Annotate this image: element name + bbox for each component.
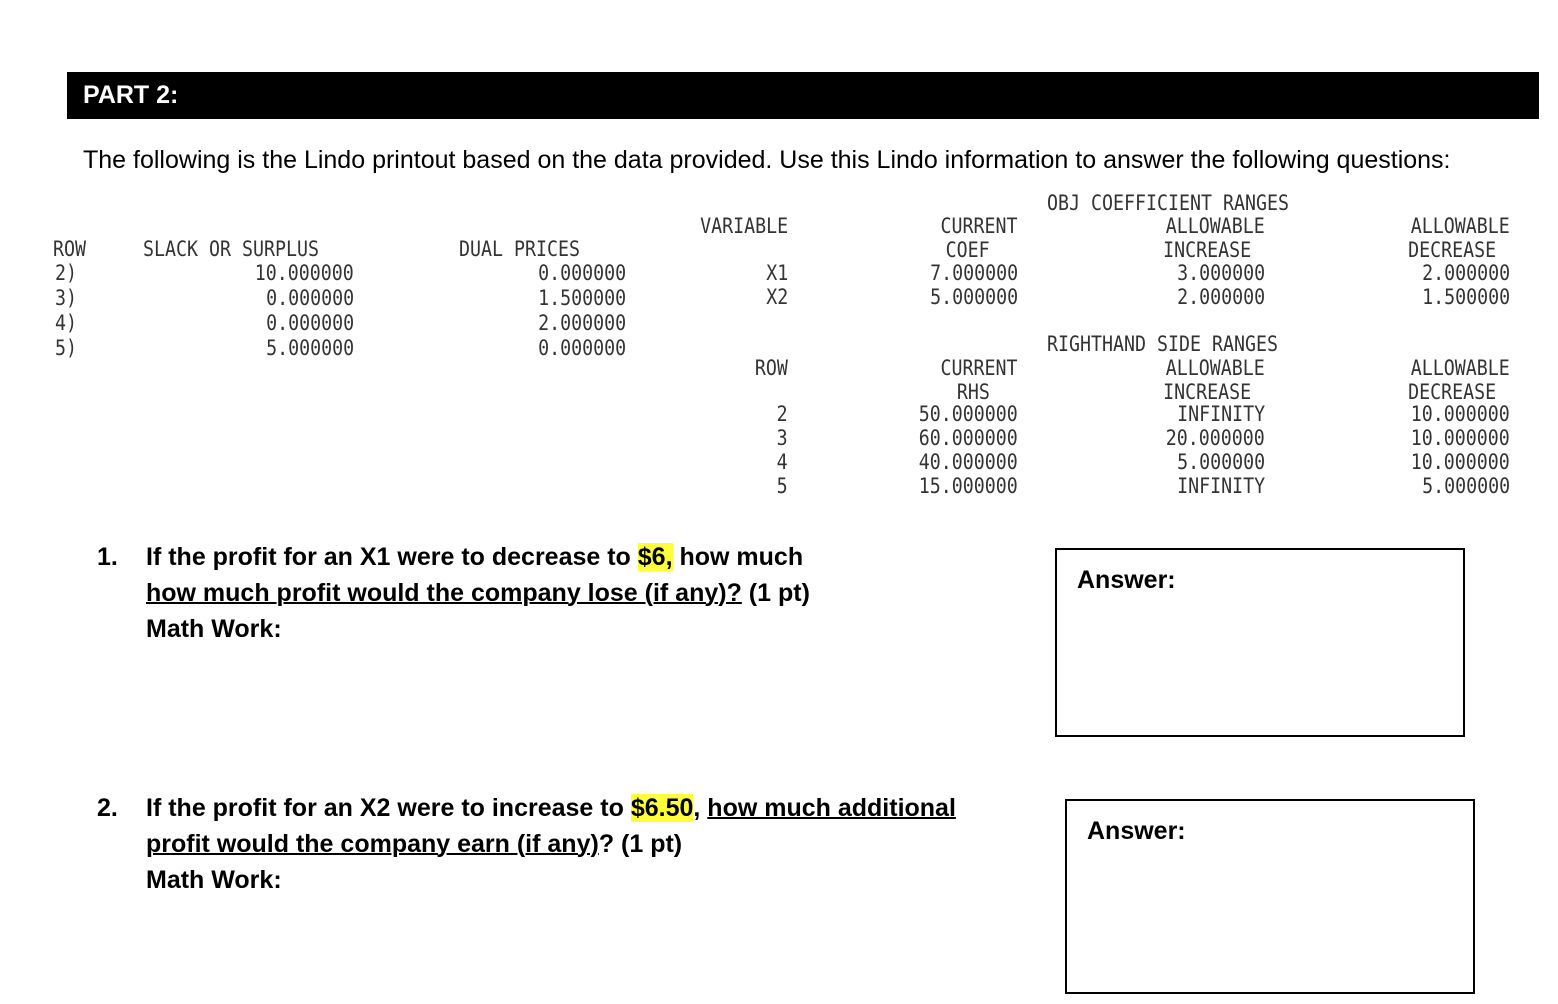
question-2 <box>97 790 1047 900</box>
math-work-label: Math Work: <box>146 615 282 643</box>
table-cell: 2) <box>55 261 78 285</box>
table-cell: 0.000000 <box>537 261 626 285</box>
question-text: If the profit for an X2 were to increase to <box>146 794 631 822</box>
rhs-header-increase: INCREASE <box>1162 380 1251 404</box>
table-cell: 0.000000 <box>537 336 626 360</box>
question-line-1 <box>146 539 803 575</box>
table-cell: X2 <box>765 285 788 309</box>
table-cell: 3 <box>776 426 788 450</box>
table-cell: 2.000000 <box>537 311 626 335</box>
slack-header-slack: SLACK OR SURPLUS <box>143 237 319 261</box>
question-line-2 <box>146 826 682 862</box>
question-text: If the profit for an X1 were to decrease to <box>146 543 638 571</box>
question-1 <box>97 539 997 649</box>
rhs-header-rhs: RHS <box>956 380 990 404</box>
highlighted-value: $6.50 <box>630 794 694 822</box>
table-cell: 5) <box>55 336 78 360</box>
intro-text: The following is the Lindo printout based on the data provided. Use this Lindo information to answer the following questions: <box>83 146 1451 174</box>
obj-ranges-title: OBJ COEFFICIENT RANGES <box>1047 191 1289 215</box>
highlighted-value: $6, <box>637 543 673 571</box>
table-cell: 60.000000 <box>918 426 1018 450</box>
table-cell: 0.000000 <box>265 286 354 310</box>
table-cell: 5.000000 <box>929 285 1018 309</box>
rhs-ranges-title: RIGHTHAND SIDE RANGES <box>1047 332 1278 356</box>
question-number: 2. <box>97 794 118 822</box>
slack-header-dual: DUAL PRICES <box>459 237 580 261</box>
table-cell: X1 <box>765 261 788 285</box>
table-cell: INFINITY <box>1176 402 1265 426</box>
rhs-header-row: ROW <box>754 356 788 380</box>
question-points: ? (1 pt) <box>598 830 683 858</box>
question-text: how much <box>672 543 804 571</box>
table-cell: 1.500000 <box>1421 285 1510 309</box>
table-cell: 20.000000 <box>1165 426 1265 450</box>
table-cell: 10.000000 <box>1410 450 1510 474</box>
obj-header-allowable-inc: ALLOWABLE <box>1165 214 1265 238</box>
table-cell: 10.000000 <box>1410 426 1510 450</box>
table-cell: 4 <box>776 450 788 474</box>
table-cell: 2 <box>776 402 788 426</box>
table-cell: 5.000000 <box>265 336 354 360</box>
underlined-text: profit would the company earn (if any) <box>146 830 599 858</box>
question-text: , <box>693 794 708 822</box>
obj-header-allowable-dec: ALLOWABLE <box>1410 214 1510 238</box>
obj-header-coef: COEF <box>945 238 990 262</box>
question-line-1 <box>146 790 956 826</box>
question-points: (1 pt) <box>741 579 810 607</box>
table-cell: 2.000000 <box>1421 261 1510 285</box>
table-cell: 4) <box>55 311 78 335</box>
obj-header-increase: INCREASE <box>1162 238 1251 262</box>
table-cell: 40.000000 <box>918 450 1018 474</box>
table-cell: 5.000000 <box>1176 450 1265 474</box>
table-cell: 5.000000 <box>1421 474 1510 498</box>
rhs-header-current: CURRENT <box>940 356 1018 380</box>
table-cell: 50.000000 <box>918 402 1018 426</box>
rhs-header-allowable-dec: ALLOWABLE <box>1410 356 1510 380</box>
table-cell: 10.000000 <box>254 261 354 285</box>
table-cell: 2.000000 <box>1176 285 1265 309</box>
rhs-header-allowable-inc: ALLOWABLE <box>1165 356 1265 380</box>
rhs-header-decrease: DECREASE <box>1407 380 1496 404</box>
table-cell: 10.000000 <box>1410 402 1510 426</box>
answer-box-2[interactable] <box>1065 799 1475 994</box>
table-cell: INFINITY <box>1176 474 1265 498</box>
answer-label: Answer: <box>1087 817 1186 845</box>
math-work-label: Math Work: <box>146 866 282 894</box>
answer-box-1[interactable] <box>1055 548 1465 737</box>
obj-header-decrease: DECREASE <box>1407 238 1496 262</box>
slack-header-row: ROW <box>53 237 87 261</box>
table-cell: 7.000000 <box>929 261 1018 285</box>
table-cell: 3.000000 <box>1176 261 1265 285</box>
part-title: PART 2: <box>83 81 179 109</box>
part-header-bar <box>67 72 1539 119</box>
table-cell: 15.000000 <box>918 474 1018 498</box>
table-cell: 0.000000 <box>265 311 354 335</box>
answer-label: Answer: <box>1077 566 1176 594</box>
underlined-text: how much profit would the company lose (if any)? <box>146 579 742 607</box>
obj-header-current: CURRENT <box>940 214 1018 238</box>
question-line-2 <box>146 575 810 611</box>
table-cell: 5 <box>776 474 788 498</box>
table-cell: 1.500000 <box>537 286 626 310</box>
question-number: 1. <box>97 543 118 571</box>
table-cell: 3) <box>55 286 78 310</box>
underlined-text: how much additional <box>707 794 956 822</box>
obj-header-variable: VARIABLE <box>699 214 788 238</box>
